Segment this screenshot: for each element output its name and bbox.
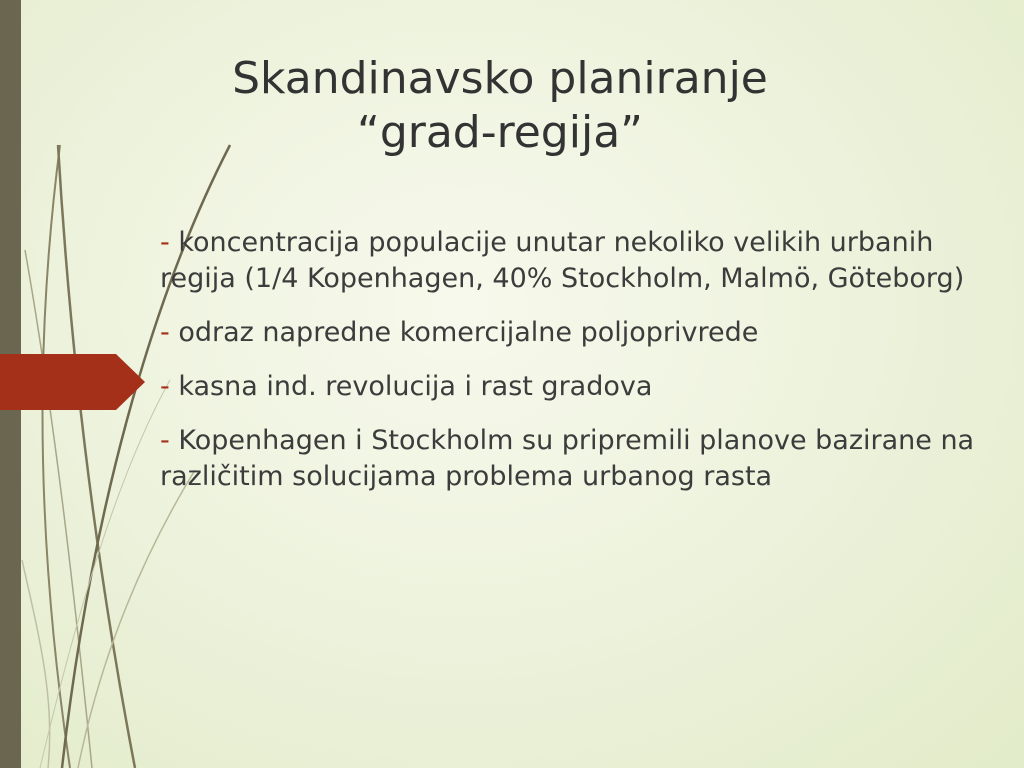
slide-title-line-1: Skandinavsko planiranje <box>232 53 768 104</box>
bullet-item <box>160 225 990 297</box>
slide-title-line-2: “grad-regija” <box>357 107 643 158</box>
bullet-item <box>160 315 990 351</box>
bullet-text: Kopenhagen i Stockholm su pripremili planove bazirane na različitim solucijama problema urbanog rasta <box>160 425 975 492</box>
bullet-text: kasna ind. revolucija i rast gradova <box>169 371 653 402</box>
accent-arrow-shape <box>0 354 145 410</box>
bullet-text: koncentracija populacije unutar nekoliko velikih urbanih regija (1/4 Kopenhagen, 40% Stockholm, Malmö, Göteborg) <box>160 227 965 294</box>
bullet-dash: - <box>160 317 170 348</box>
bullet-dash: - <box>160 425 170 456</box>
bullet-dash: - <box>160 227 170 258</box>
bullet-list <box>160 225 990 513</box>
bullet-item <box>160 369 990 405</box>
slide-title <box>130 52 870 160</box>
bullet-item <box>160 423 990 495</box>
bullet-dash: - <box>160 371 170 402</box>
bullet-text: odraz napredne komercijalne poljoprivrede <box>169 317 759 348</box>
